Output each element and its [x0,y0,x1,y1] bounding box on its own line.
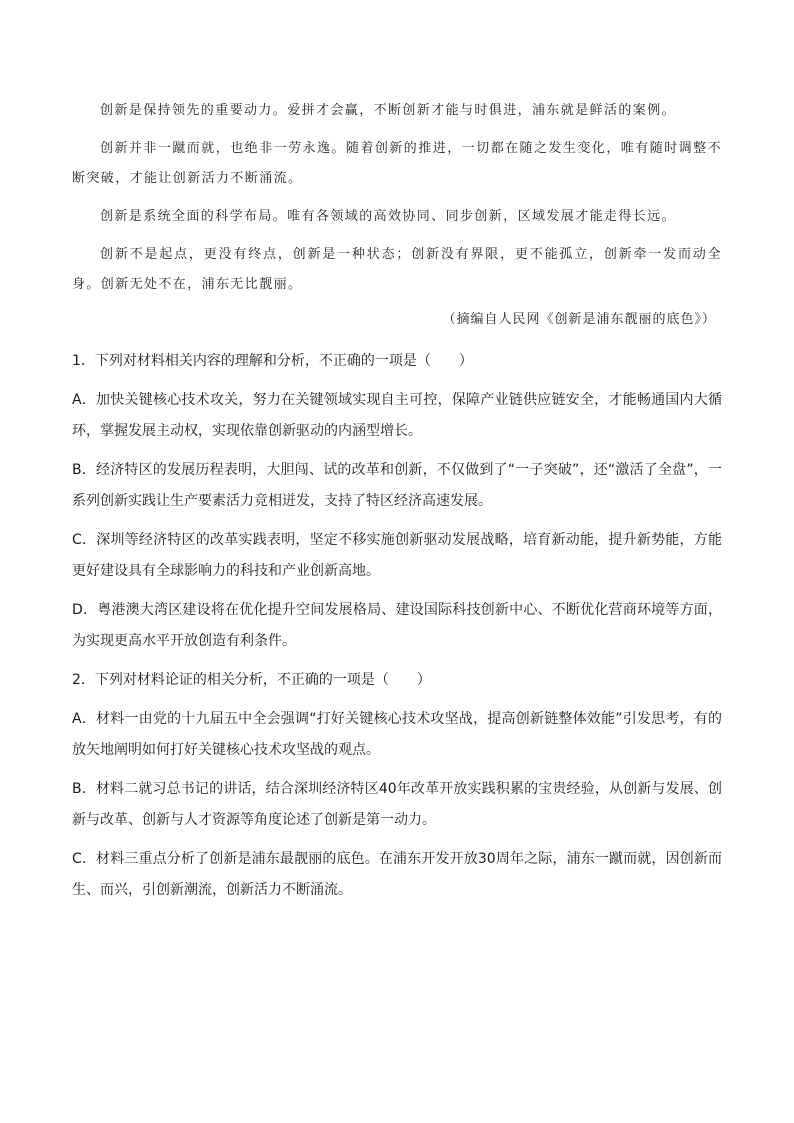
question-2-option-a: A．材料一由党的十九届五中全会强调“打好关键核心技术攻坚战，提高创新链整体效能”引发思考，有的放矢地阐明如何打好关键核心技术攻坚战的观点。 [72,711,722,758]
question-1-option-d: D．粤港澳大湾区建设将在优化提升空间发展格局、建设国际科技创新中心、不断优化营商环境等方面，为实现更高水平开放创造有利条件。 [72,602,722,649]
question-2-option-c: C．材料三重点分析了创新是浦东最靓丽的底色。在浦东开发开放30周年之际，浦东一蹴而就，因创新而生、而兴，引创新潮流，创新活力不断涌流。 [72,851,722,898]
question-2 [72,665,722,906]
passage-source: （摘编自人民网《创新是浦东靓丽的底色》） [442,312,716,327]
passage-paragraph-4: 创新不是起点，更没有终点，创新是一种状态；创新没有界限，更不能孤立，创新牵一发而动全身。创新无处不在，浦东无比靓丽。 [72,247,722,292]
question-2-option-b: B．材料二就习总书记的讲话，结合深圳经济特区40年改革开放实践积累的宝贵经验，从创新与发展、创新与改革、创新与人才资源等角度论述了创新是第一动力。 [72,781,722,828]
passage-material-three [72,96,722,300]
passage-paragraph-3: 创新是系统全面的科学布局。唯有各领域的高效协同、同步创新，区域发展才能走得长远。 [100,209,677,224]
passage-paragraph-1: 创新是保持领先的重要动力。爱拼才会赢，不断创新才能与时俱进，浦东就是鲜活的案例。 [100,103,677,118]
question-1 [72,346,722,657]
document-page [72,96,722,914]
passage-paragraph-2: 创新并非一蹴而就，也绝非一劳永逸。随着创新的推进，一切都在随之发生变化，唯有随时调整不断突破，才能让创新活力不断涌流。 [72,141,722,186]
question-1-option-b: B．经济特区的发展历程表明，大胆闯、试的改革和创新，不仅做到了“一子突破”，还“激活了全盘”，一系列创新实践让生产要素活力竞相迸发，支持了特区经济高速发展。 [72,462,722,509]
question-2-stem: 2．下列对材料论证的相关分析，不正确的一项是（ ） [72,672,431,688]
question-1-option-a: A．加快关键核心技术攻关，努力在关键领域实现自主可控，保障产业链供应链安全，才能畅通国内大循环，掌握发展主动权，实现依靠创新驱动的内涵型增长。 [72,392,722,439]
question-1-stem: 1．下列对材料相关内容的理解和分析，不正确的一项是（ ） [72,353,473,369]
question-1-option-c: C．深圳等经济特区的改革实践表明，坚定不移实施创新驱动发展战略，培育新动能，提升新势能，方能更好建设具有全球影响力的科技和产业创新高地。 [72,532,722,579]
